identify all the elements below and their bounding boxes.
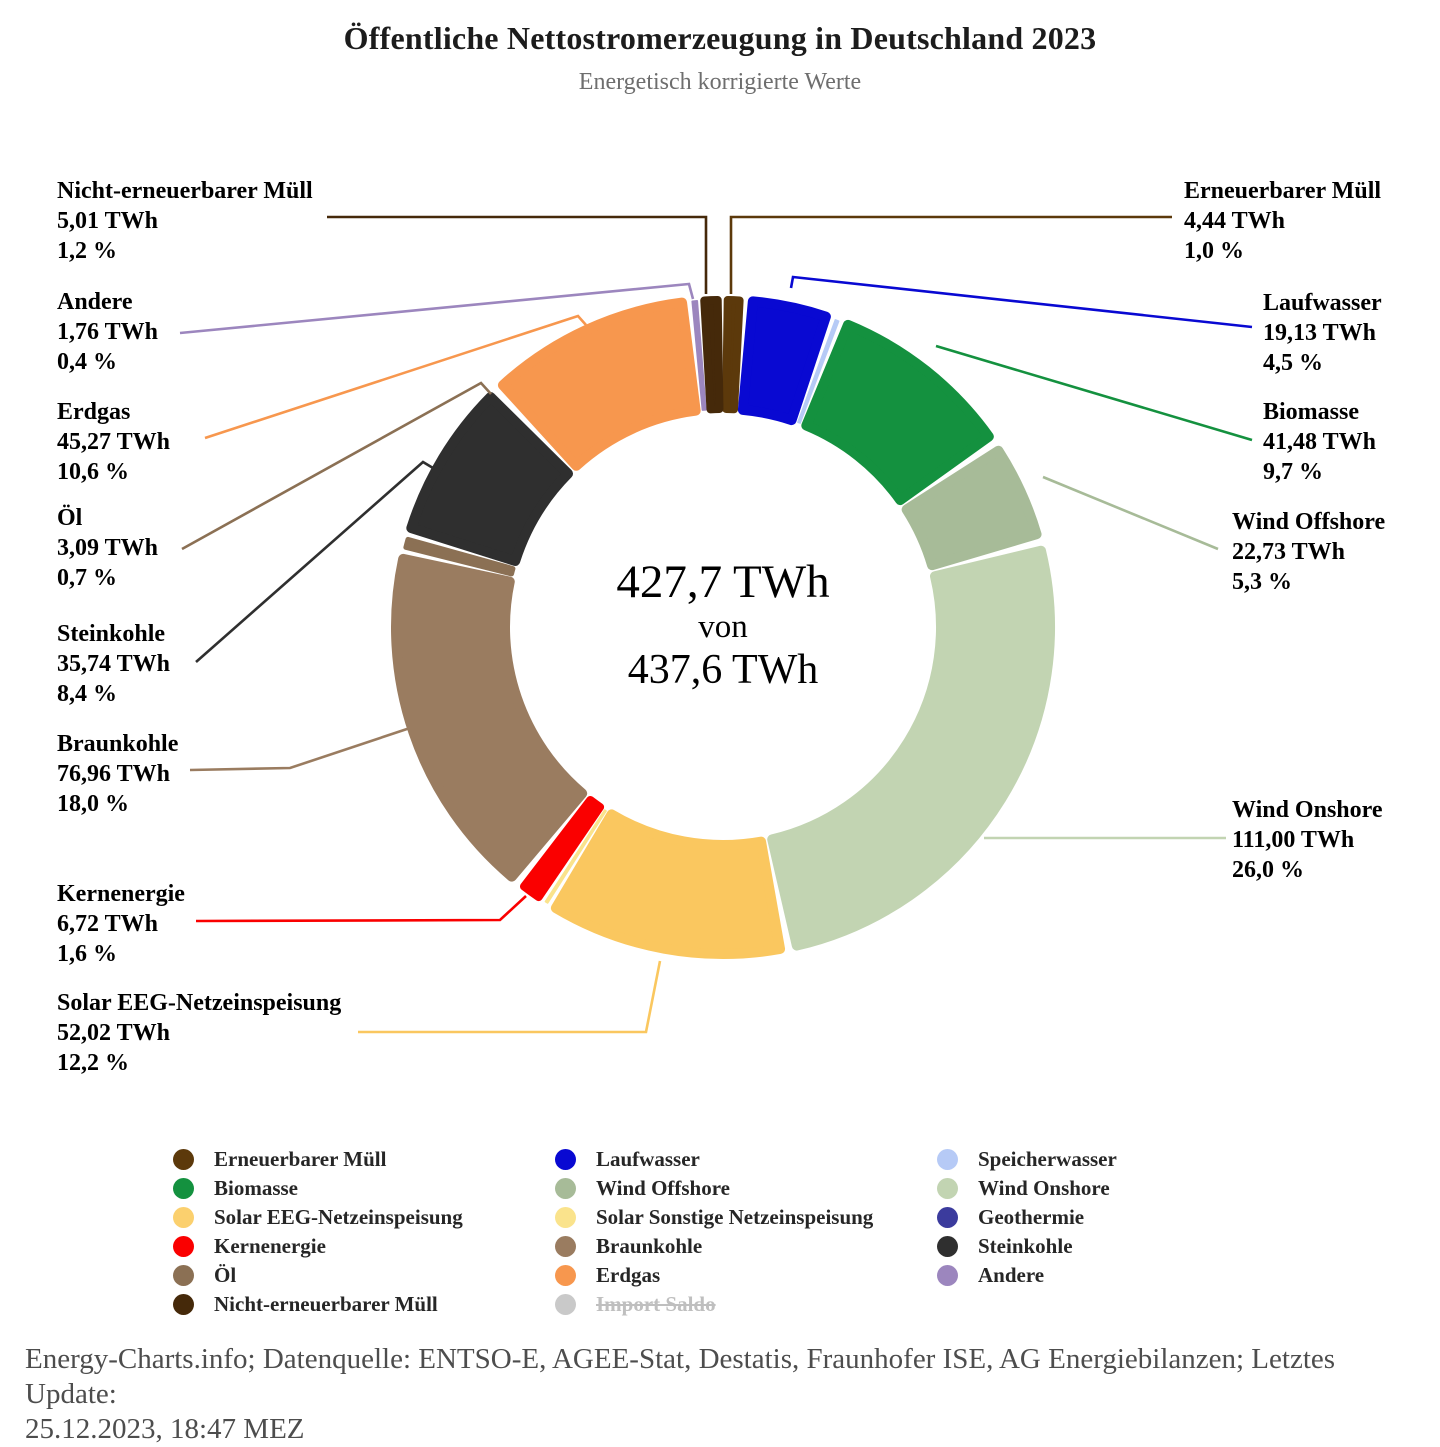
legend-item-solar-sonstige-netzeinspeisung[interactable]: [555, 1203, 873, 1232]
leader-line-braunkohle: [190, 728, 410, 770]
legend-item-laufwasser[interactable]: [555, 1145, 873, 1174]
legend-item-öl[interactable]: [173, 1261, 463, 1290]
callout-value: 5,01 TWh: [57, 208, 158, 234]
legend-swatch-icon: [173, 1149, 194, 1170]
legend-swatch-icon: [555, 1265, 576, 1286]
callout-percent: 10,6 %: [57, 459, 129, 485]
legend-item-andere[interactable]: [937, 1261, 1117, 1290]
callout-name: Andere: [57, 289, 133, 315]
source-line-2: 25.12.2023, 18:47 MEZ: [25, 1413, 305, 1445]
callout-name: Solar EEG-Netzeinspeisung: [57, 990, 342, 1016]
callout-value: 52,02 TWh: [57, 1020, 170, 1046]
leader-line-solar-eeg: [358, 961, 660, 1032]
legend-item-wind-offshore[interactable]: [555, 1174, 873, 1203]
legend-label: Wind Offshore: [596, 1176, 730, 1200]
legend-label: Speicherwasser: [978, 1147, 1117, 1171]
legend-column-1: [173, 1145, 463, 1319]
legend-label: Wind Onshore: [978, 1176, 1110, 1200]
leader-line-laufwasser: [791, 277, 1252, 327]
callout-name: Wind Offshore: [1232, 509, 1386, 535]
legend-swatch-icon: [173, 1207, 194, 1228]
segment-erneuerbarer-muell[interactable]: [726, 300, 740, 409]
callout-biomasse: [1263, 397, 1376, 487]
callout-value: 45,27 TWh: [57, 429, 170, 455]
leader-line-erneuerbarer-muell: [731, 217, 1172, 294]
legend-swatch-icon: [555, 1294, 576, 1315]
callout-value: 6,72 TWh: [57, 911, 158, 937]
callout-value: 41,48 TWh: [1263, 429, 1376, 455]
callout-name: Biomasse: [1263, 399, 1359, 425]
callout-percent: 0,7 %: [57, 565, 117, 591]
callout-andere: [57, 287, 158, 377]
callout-value: 3,09 TWh: [57, 535, 158, 561]
callout-percent: 1,6 %: [57, 941, 117, 967]
legend-swatch-icon: [937, 1178, 958, 1199]
legend-swatch-icon: [555, 1178, 576, 1199]
callout-erneuerbarer-muell: [1184, 176, 1381, 266]
legend-swatch-icon: [937, 1149, 958, 1170]
legend-label: Solar Sonstige Netzeinspeisung: [596, 1205, 874, 1229]
legend-label: Öl: [214, 1263, 237, 1287]
callout-name: Steinkohle: [57, 621, 166, 647]
legend-item-erdgas[interactable]: [555, 1261, 873, 1290]
legend-swatch-icon: [555, 1149, 576, 1170]
legend-item-geothermie[interactable]: [937, 1203, 1117, 1232]
callout-name: Kernenergie: [57, 881, 185, 907]
callout-percent: 0,4 %: [57, 349, 117, 375]
callout-value: 76,96 TWh: [57, 761, 170, 787]
legend-item-erneuerbarer-müll[interactable]: [173, 1145, 463, 1174]
callout-laufwasser: [1263, 288, 1382, 378]
callout-value: 4,44 TWh: [1184, 208, 1285, 234]
legend-item-braunkohle[interactable]: [555, 1232, 873, 1261]
legend-item-solar-eeg-netzeinspeisung[interactable]: [173, 1203, 463, 1232]
callout-braunkohle: [57, 729, 178, 819]
legend-label: Braunkohle: [596, 1234, 703, 1258]
callout-name: Erneuerbarer Müll: [1184, 178, 1382, 204]
legend-swatch-icon: [555, 1207, 576, 1228]
callout-percent: 4,5 %: [1263, 350, 1323, 376]
callout-name: Nicht-erneuerbarer Müll: [57, 178, 313, 204]
callout-value: 19,13 TWh: [1263, 320, 1376, 346]
legend-label: Solar EEG-Netzeinspeisung: [214, 1205, 463, 1229]
center-connector: von: [698, 609, 748, 645]
callout-wind-offshore: [1232, 507, 1385, 597]
callout-oel: [57, 503, 158, 593]
callout-name: Laufwasser: [1263, 290, 1382, 316]
legend-label: Kernenergie: [214, 1234, 326, 1258]
callout-value: 22,73 TWh: [1232, 539, 1345, 565]
callout-name: Erdgas: [57, 399, 131, 425]
callout-percent: 12,2 %: [57, 1050, 129, 1076]
legend-swatch-icon: [555, 1236, 576, 1257]
callout-percent: 1,0 %: [1184, 238, 1244, 264]
legend-swatch-icon: [173, 1265, 194, 1286]
source-line-1: Energy-Charts.info; Datenquelle: ENTSO-E, AGEE-Stat, Destatis, Fraunhofer ISE, AG Energiebilanzen; Letztes Update:: [25, 1343, 1336, 1410]
legend-column-2: [555, 1145, 873, 1319]
callout-value: 1,76 TWh: [57, 319, 158, 345]
legend-label: Biomasse: [214, 1176, 298, 1200]
callout-kernenergie: [57, 879, 185, 969]
legend-label: Steinkohle: [978, 1234, 1073, 1258]
callout-percent: 1,2 %: [57, 238, 117, 264]
legend-label: Import Saldo: [596, 1292, 716, 1316]
legend-label: Geothermie: [978, 1205, 1085, 1229]
legend-item-steinkohle[interactable]: [937, 1232, 1117, 1261]
source-attribution: [25, 1342, 1433, 1447]
legend-swatch-icon: [173, 1294, 194, 1315]
legend-label: Erneuerbarer Müll: [214, 1147, 387, 1171]
callout-percent: 18,0 %: [57, 791, 129, 817]
legend-item-biomasse[interactable]: [173, 1174, 463, 1203]
legend-label: Erdgas: [596, 1263, 661, 1287]
legend-label: Laufwasser: [596, 1147, 700, 1171]
legend-swatch-icon: [173, 1236, 194, 1257]
callout-percent: 5,3 %: [1232, 569, 1292, 595]
installed-total: 437,6 TWh: [627, 647, 819, 693]
segment-braunkohle[interactable]: [396, 559, 582, 877]
legend-item-wind-onshore[interactable]: [937, 1174, 1117, 1203]
page-title: Öffentliche Nettostromerzeugung in Deutschland 2023: [343, 20, 1097, 56]
callout-steinkohle: [57, 619, 170, 709]
legend-item-nicht-erneuerbarer-müll[interactable]: [173, 1290, 463, 1319]
legend-swatch-icon: [937, 1265, 958, 1286]
legend-item-kernenergie[interactable]: [173, 1232, 463, 1261]
callout-name: Braunkohle: [57, 731, 179, 757]
callout-percent: 26,0 %: [1232, 857, 1304, 883]
leader-line-kernenergie: [196, 896, 526, 921]
callout-wind-onshore: [1232, 795, 1383, 885]
callout-solar-eeg: [57, 988, 341, 1078]
leader-line-nicht-erneuerbarer-muell: [327, 217, 706, 294]
callout-value: 35,74 TWh: [57, 651, 170, 677]
callout-name: Öl: [57, 505, 83, 531]
page-subtitle: Energetisch korrigierte Werte: [578, 69, 862, 95]
generated-total: 427,7 TWh: [616, 556, 830, 608]
legend-item-speicherwasser[interactable]: [937, 1145, 1117, 1174]
callout-name: Wind Onshore: [1232, 797, 1383, 823]
callout-value: 111,00 TWh: [1232, 827, 1355, 853]
legend-swatch-icon: [173, 1178, 194, 1199]
legend-label: Nicht-erneuerbarer Müll: [214, 1292, 438, 1316]
legend-label: Andere: [978, 1263, 1045, 1287]
callout-nicht-erneuerbarer-muell: [57, 176, 313, 266]
segment-nicht-erneuerbarer-muell[interactable]: [704, 300, 719, 409]
callout-percent: 8,4 %: [57, 681, 117, 707]
legend-item-import-saldo[interactable]: [555, 1290, 873, 1319]
callout-percent: 9,7 %: [1263, 459, 1323, 485]
callout-erdgas: [57, 397, 170, 487]
legend-swatch-icon: [937, 1236, 958, 1257]
legend-swatch-icon: [937, 1207, 958, 1228]
leader-line-wind-offshore: [1043, 477, 1218, 549]
legend-column-3: [937, 1145, 1117, 1290]
segment-wind-onshore[interactable]: [772, 551, 1050, 946]
